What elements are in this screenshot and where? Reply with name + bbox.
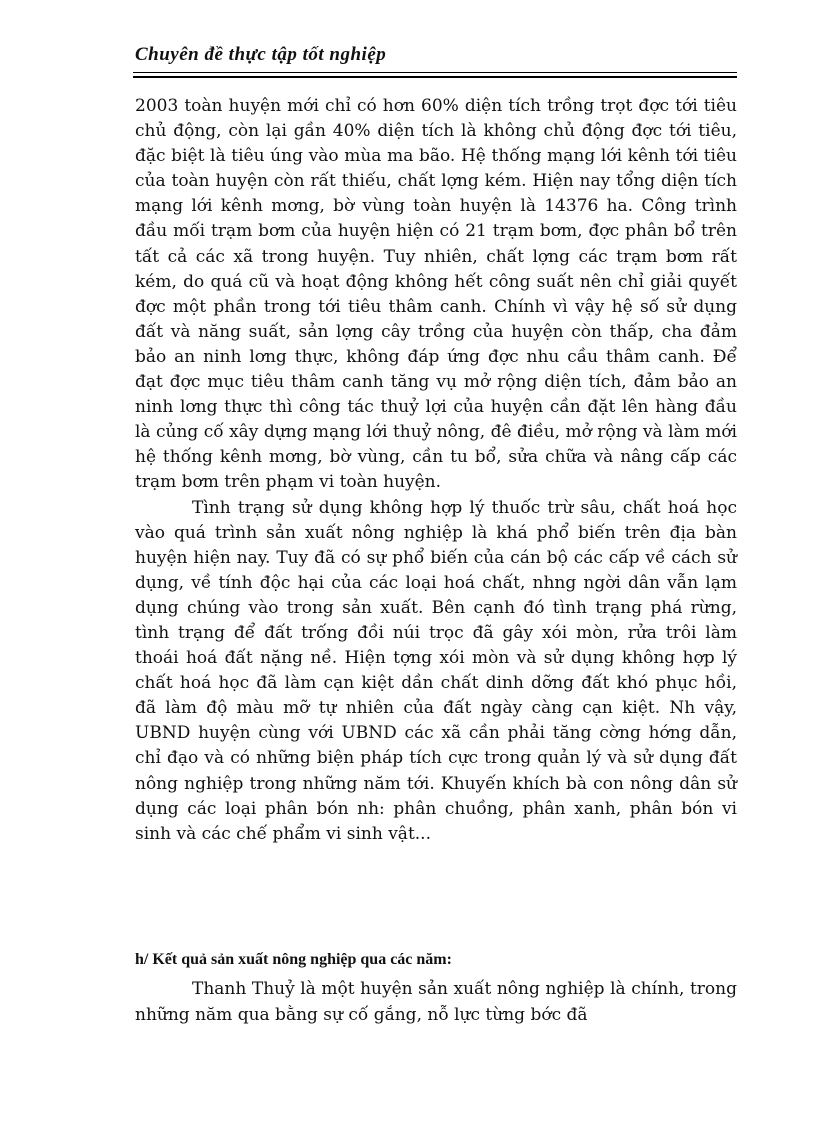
section-paragraph: Thanh Thuỷ là một huyện sản xuất nông nghiệp là chính, trong những năm qua bằng sự cố gắng, nỗ lực từng bớc đã bbox=[135, 979, 737, 1025]
header-rule-thin bbox=[133, 72, 737, 73]
paragraph-chemical-use: Tình trạng sử dụng không hợp lý thuốc trừ sâu, chất hoá học vào quá trình sản xuất nông nghiệp là khá phổ biến trên địa bàn huyện hiện nay. Tuy đã có sự phổ biến của cán bộ các cấp về cách sử dụng, về tính độc hại của các loại hoá chất, nhng ngời dân vẫn lạm dụng chúng vào trong sản xuất. Bên cạnh đó tình trạng phá rừng, tình trạng để đất trống đồi núi trọc đã gây xói mòn, rửa trôi làm thoái hoá đất nặng nề. Hiện tợng xói mòn và sử dụng không hợp lý chất hoá học đã làm cạn kiệt dần chất dinh dỡng đất khó phục hồi, đã làm độ màu mỡ tự nhiên của đất ngày càng cạn kiệt. Nh vậy, UBND huyện cùng với UBND các xã cần phải tăng cờng hớng dẫn, chỉ đạo và có những biện pháp tích cực trong quản lý và sử dụng đất nông nghiệp trong những năm tới. Khuyến khích bà con nông dân sử dụng các loại phân bón nh: phân chuồng, phân xanh, phân bón vi sinh và các chế phẩm vi sinh vật... bbox=[135, 497, 737, 844]
paragraph-irrigation: 2003 toàn huyện mới chỉ có hơn 60% diện tích trồng trọt đợc tới tiêu chủ động, còn lại gần 40% diện tích là không chủ động đợc tới tiêu, đặc biệt là tiêu úng vào mùa ma bão. Hệ thống mạng lới kênh tới tiêu của toàn huyện còn rất thiếu, chất lợng kém. Hiện nay tổng diện tích mạng lới kênh mơng, bờ vùng toàn huyện là 14376 ha. Công trình đầu mối trạm bơm của huyện hiện có 21 trạm bơm, đợc phân bổ trên tất cả các xã trong huyện. Tuy nhiên, chất lợng các trạm bơm rất kém, do quá cũ và hoạt động không hết công suất nên chỉ giải quyết đợc một phần trong tới tiêu thâm canh. Chính vì vậy hệ số sử dụng đất và năng suất, sản lợng cây trồng của huyện còn thấp, cha đảm bảo an ninh lơng thực, không đáp ứng đợc nhu cầu thâm canh. Để đạt đợc mục tiêu thâm canh tăng vụ mở rộng diện tích, đảm bảo an ninh lơng thực thì công tác thuỷ lợi của huyện cần đặt lên hàng đầu là củng cố xây dựng mạng lới thuỷ nông, đê điều, mở rộng và làm mới hệ thống kênh mơng, bờ vùng, cần tu bổ, sửa chữa và nâng cấp các trạm bơm trên phạm vi toàn huyện. bbox=[135, 96, 737, 493]
page-header-title: Chuyên đề thực tập tốt nghiệp bbox=[135, 44, 387, 65]
section-heading: h/ Kết quả sản xuất nông nghiệp qua các năm: bbox=[135, 951, 452, 968]
header-rule-thick bbox=[133, 76, 737, 78]
body-text bbox=[135, 94, 737, 847]
section-text bbox=[135, 977, 737, 1028]
